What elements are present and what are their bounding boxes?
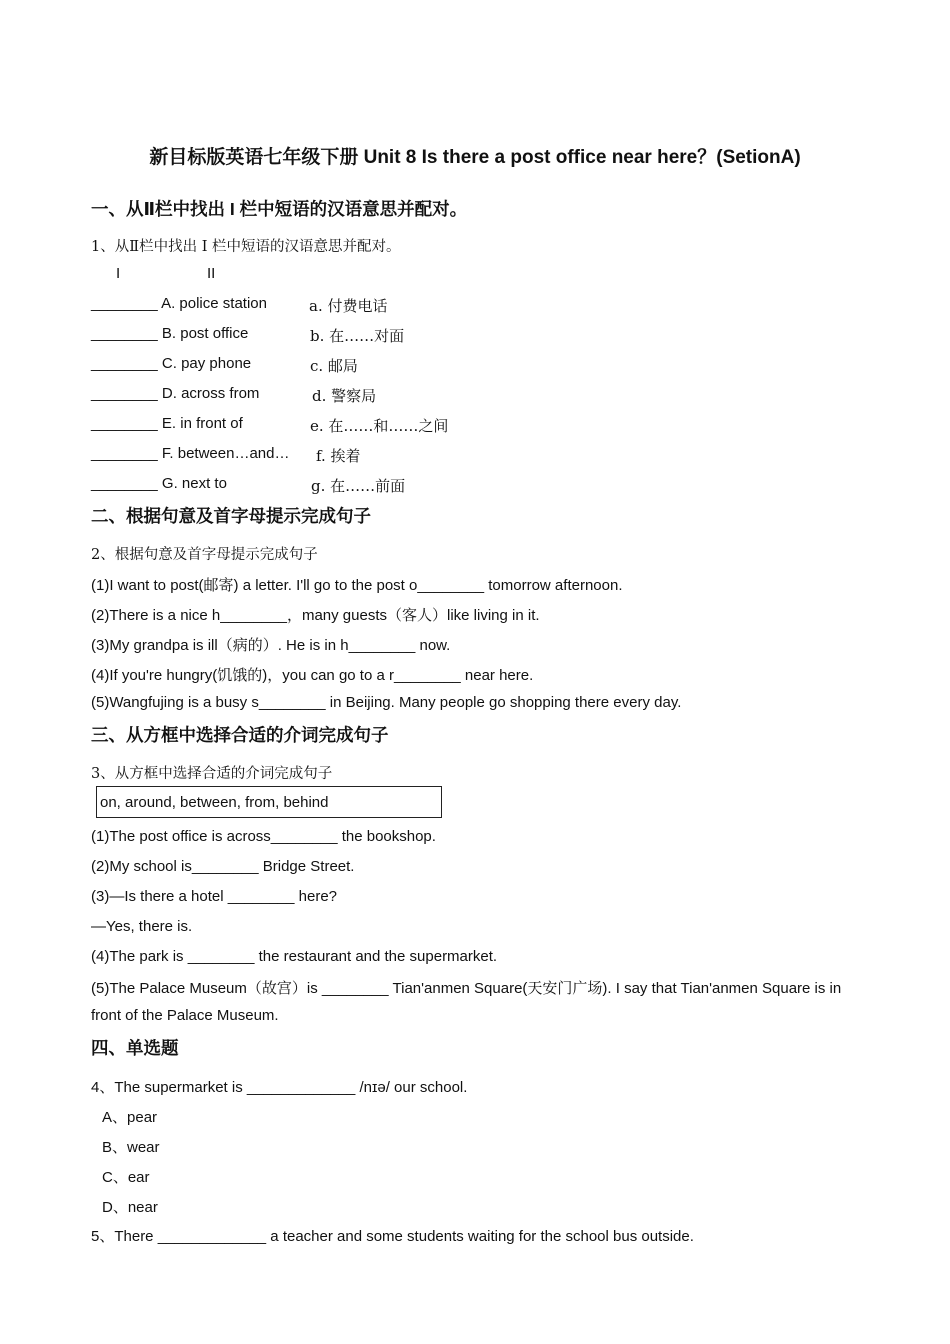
question-line: (5)The Palace Museum（故宫）is ________ Tian'anmen Square(天安门广场). I say that Tian'anmen Square is in [91, 980, 842, 997]
section3-instruction: 3、从方框中选择合适的介词完成句子 [91, 766, 333, 782]
question-5: 5、There _____________ a teacher and some students waiting for the school bus outside. [91, 1228, 694, 1245]
column-label-i: I [116, 265, 121, 282]
question-line: (3)My grandpa is ill（病的）. He is in h________ now. [91, 637, 451, 654]
answer-line: —Yes, there is. [91, 918, 193, 935]
question-line: (2)My school is________ Bridge Street. [91, 858, 355, 875]
section1-heading: 一、从Ⅱ栏中找出 I 栏中短语的汉语意思并配对。 [91, 199, 468, 219]
match-right-item: f. 挨着 [316, 447, 361, 465]
match-left-item: ________ F. between…and… [91, 445, 290, 462]
match-left-item: ________ E. in front of [91, 415, 243, 432]
match-right-item: a. 付费电话 [309, 297, 388, 315]
option-b: B、wear [102, 1139, 160, 1156]
match-left-item: ________ A. police station [91, 295, 267, 312]
question-4: 4、The supermarket is _____________ /nɪə/ our school. [91, 1079, 468, 1096]
match-right-item: e. 在……和……之间 [310, 417, 449, 435]
question-line: (2)There is a nice h________，many guests（客人）like living in it. [91, 607, 540, 624]
question-line: (4)The park is ________ the restaurant and the supermarket. [91, 948, 498, 965]
match-left-item: ________ C. pay phone [91, 355, 252, 372]
match-left-item: ________ B. post office [91, 325, 249, 342]
column-label-ii: II [207, 265, 216, 282]
question-line: (1)I want to post(邮寄) a letter. I'll go to the post o________ tomorrow afternoon. [91, 577, 623, 594]
option-a: A、pear [102, 1109, 158, 1126]
word-box: on, around, between, from, behind [96, 786, 442, 818]
page-title: 新目标版英语七年级下册 Unit 8 Is there a post office near here？(SetionA) [149, 147, 801, 168]
match-right-item: g. 在……前面 [311, 477, 406, 495]
match-left-item: ________ G. next to [91, 475, 227, 492]
section3-heading: 三、从方框中选择合适的介词完成句子 [91, 725, 389, 745]
section2-heading: 二、根据句意及首字母提示完成句子 [91, 506, 371, 526]
option-d: D、near [102, 1199, 158, 1216]
section1-instruction: 1、从Ⅱ栏中找出 I 栏中短语的汉语意思并配对。 [91, 239, 401, 255]
question-line: (4)If you're hungry(饥饿的)，you can go to a r________ near here. [91, 667, 534, 684]
question-line: (5)Wangfujing is a busy s________ in Beijing. Many people go shopping there every day. [91, 694, 682, 711]
option-c: C、ear [102, 1169, 150, 1186]
match-right-item: d. 警察局 [312, 387, 377, 405]
question-line: (1)The post office is across________ the bookshop. [91, 828, 436, 845]
match-right-item: b. 在……对面 [310, 327, 405, 345]
question-line-continued: front of the Palace Museum. [91, 1007, 279, 1024]
section4-heading: 四、单选题 [91, 1038, 179, 1058]
question-line: (3)—Is there a hotel ________ here? [91, 888, 337, 905]
match-left-item: ________ D. across from [91, 385, 260, 402]
section2-instruction: 2、根据句意及首字母提示完成句子 [91, 547, 318, 563]
match-right-item: c. 邮局 [310, 357, 358, 375]
